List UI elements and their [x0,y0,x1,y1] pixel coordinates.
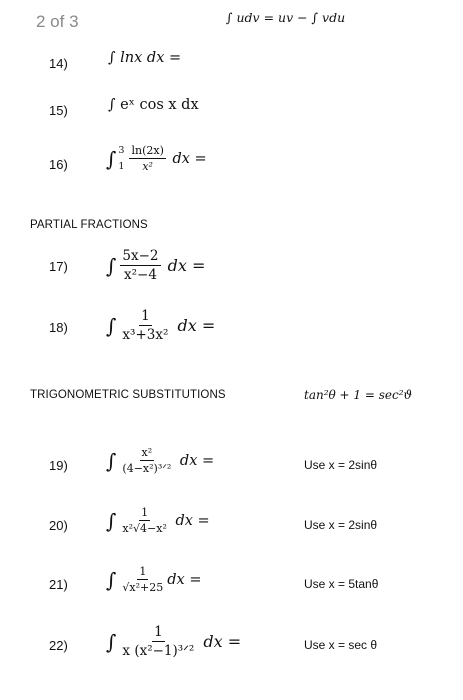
problem-number: 20) [49,518,68,533]
problem-17-expression: ∫ $\frac{5x-2}{\text{x²−4}}$ dx = [106,248,206,283]
numerator: ln(2x) [131,144,164,157]
problem-number: 17) [49,259,68,274]
page-counter: 2 of 3 [36,12,79,31]
denominator: x³+3x² [122,327,169,343]
section-heading-trig-substitutions: TRIGONOMETRIC SUBSTITUTIONS [30,389,226,401]
numerator: 1 [141,308,150,324]
problem-number: 21) [49,577,68,592]
fraction [120,248,160,283]
problem-22-expression: ∫ $\frac{1}{\text{x (x²−1)³ᐟ²}}$ dx = [106,624,242,659]
problem-16-expression: ∫ 3 1 $\frac{\ln(2x)}{\text{x²}}$ dx = [106,144,207,173]
lower-bound: 1 [118,161,125,172]
upper-bound: 3 [118,144,125,156]
numerator: 5x−2 [122,248,159,264]
problem-20-expression: ∫ $\frac{1}{\text{x²√4−x²}}$ dx = [106,506,210,535]
section-heading-partial-fractions: PARTIAL FRACTIONS [30,219,148,231]
substitution-hint: Use x = sec θ [304,638,378,652]
integral-bounds [118,146,124,172]
substitution-hint: Use x = 2sinθ [304,458,378,472]
fraction [120,624,196,659]
fraction [120,565,165,594]
numerator: 1 [141,506,149,519]
fraction [120,308,170,343]
problem-number: 14) [49,56,68,71]
fraction [120,446,173,475]
integral-sign: ∫ [106,146,117,171]
substitution-hint: Use x = 5tanθ [304,577,379,591]
problem-number: 15) [49,103,68,118]
problem-number: 18) [49,320,68,335]
numerator: 1 [154,624,163,640]
problem-number: 16) [49,157,68,172]
fraction [120,506,168,535]
denominator: (4−x²)³ᐟ² [122,462,172,475]
denominator: x²√4−x² [122,522,167,535]
fraction [129,144,165,173]
denominator: x (x²−1)³ᐟ² [122,643,195,659]
problem-19-expression: ∫ $\frac{\text{x²}}{\text{(4−x²)³ᐟ²}}$ dx = [106,446,215,475]
numerator: 1 [139,565,147,578]
problem-15-expression: ∫ eˣ cos x dx [108,97,199,113]
integration-by-parts-formula: ∫ udv = uv − ∫ vdu [226,10,346,25]
denominator: √x²+25 [122,581,164,594]
denominator: x²−4 [124,267,157,283]
problem-number: 22) [49,638,68,653]
numerator: x² [141,446,153,459]
substitution-hint: Use x = 2sinθ [304,518,378,532]
problem-18-expression: ∫ $\frac{1}{\text{x³+3x²}}$ dx = [106,308,216,343]
problem-21-expression: ∫ $\frac{1}{\text{√x²+25}}$ dx = [106,565,202,594]
trig-identity: tan²θ + 1 = sec²ϑ [304,388,413,402]
denominator: x² [142,160,153,173]
problem-14-expression: ∫ lnx dx = [108,50,182,66]
problem-number: 19) [49,458,68,473]
